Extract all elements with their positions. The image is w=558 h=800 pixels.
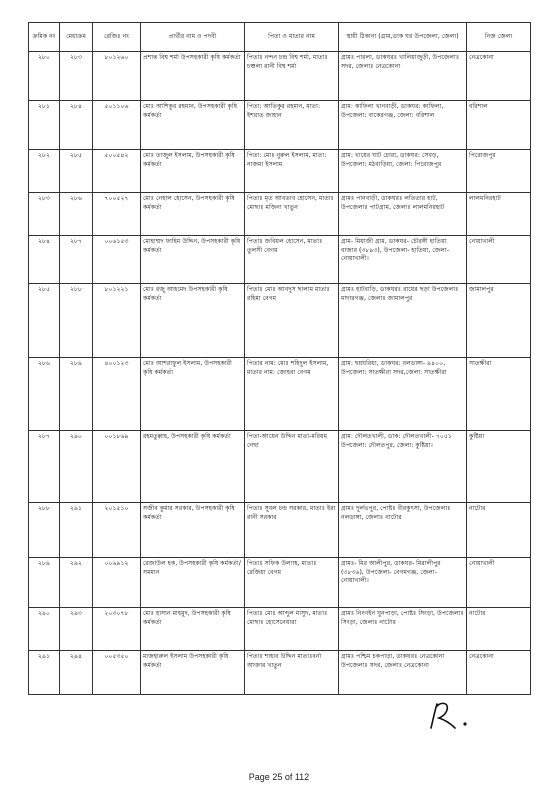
reg-cell: ০০৬৯১২	[93, 558, 141, 608]
reg-cell: ৪০০১২৩	[93, 358, 141, 431]
name-cell: মোহাম্মদ ফাহিম উদ্দিন, উপসহকারী কৃষি কর্মকর্তা	[141, 236, 245, 284]
serial-cell: ২৮২	[29, 150, 60, 193]
parents-cell: পিতাঃ মোঃ আব্দুল মাসুদ, মাতাঃ মোছাঃ হোসেনেয়ারা	[245, 608, 339, 651]
header-serial: ক্রমিক নং	[29, 23, 60, 52]
address-cell: গ্রামঃ দুর্লভপুর, পোষ্টঃ বীরকুৎসা, উপজেলাঃ নলডাঙ্গা, জেলাঃ নাটোর	[339, 503, 467, 558]
page-number: Page 25 of 112	[248, 772, 310, 782]
merit-cell: ২৯৪	[60, 651, 93, 695]
serial-cell: ২৯০	[29, 608, 60, 651]
table-row	[29, 651, 531, 695]
table-row	[29, 358, 531, 431]
merit-cell: ২৮৪	[60, 101, 93, 150]
name-cell: মোঃ আশরাফুল ইসলাম, উপসহকারী কৃষি কর্মকর্তা	[141, 358, 245, 431]
reg-cell: ৫০১১০৬	[93, 101, 141, 150]
parents-cell: পিতাঃ মৃত আবতাব হোসেন, মাতাঃ মোছাঃ মজিনা খাতুন	[245, 193, 339, 236]
serial-cell: ২৮৬	[29, 358, 60, 431]
address-cell: গ্রাম- মিয়াজী গ্রাম, ডাকঘর- চৌরঙ্গী হাতিয়া বাজার (৩৮৯৩), উপজেলা- হাতিয়া, জেলা- নোয়াখালী।	[339, 236, 467, 284]
table-row	[29, 558, 531, 608]
serial-cell: ২৮১	[29, 101, 60, 150]
header-parents: পিতা ও মাতার নাম	[245, 23, 339, 52]
serial-cell: ২৮৪	[29, 236, 60, 284]
parents-cell: পিতা-আয়েন উদ্দিন মাতা-মরিয়ম নেছা	[245, 431, 339, 503]
district-cell: নেত্রকোনা	[467, 651, 531, 695]
table-row	[29, 608, 531, 651]
table-row	[29, 193, 531, 236]
serial-cell: ২৮৯	[29, 558, 60, 608]
name-cell: মোঃ তাজুল ইসলাম, উপসহকারী কৃষি কর্মকর্তা	[141, 150, 245, 193]
district-cell: জামালপুর	[467, 284, 531, 358]
address-cell: গ্রামঃ পশ্চিম চকপাড়া, ডাকঘরঃ নেত্রকোনা উপজেলাঃ সদর, জেলাঃ নেত্রকোনা	[339, 651, 467, 695]
parents-cell: পিতাঃ নন্দন চন্দ্র বিশ্ব শর্মা, মাতাঃ চঞ্চলা রানী বিশ্ব শর্মা	[245, 52, 339, 101]
name-cell: মাজহারুল ইসলাম উপসহকারী কৃষি কর্মকর্তা	[141, 651, 245, 695]
name-cell: রেজাউল হক, উপসহকারী কৃষি কর্মকর্তা/সমমান	[141, 558, 245, 608]
reg-cell: ৭০০৫২৭	[93, 193, 141, 236]
address-cell: গ্রামঃ হাটবাড়ি, ডাকঘরঃ রায়ের ছড়া উপজেলাঃ মাদারগঞ্জ, জেলাঃ জামালপুর	[339, 284, 467, 358]
parents-cell: পিতাঃ মোঃ আবদুস ছালাম মাতাঃ রহিমা বেগম	[245, 284, 339, 358]
parents-cell: পিতাঃ শাহাব উদ্দিন মাতাঃবর্না আক্তার খাতুন	[245, 651, 339, 695]
district-cell: নোয়াখালী	[467, 236, 531, 284]
parents-cell: পিতাঃ সফিক উল্যাহ, মাতাঃ রেজিয়া বেগম	[245, 558, 339, 608]
merit-cell: ২৯০	[60, 431, 93, 503]
name-cell: প্রশান্ত বিশ্ব শর্মা উপসহকারী কৃষি কর্মকর্তা	[141, 52, 245, 101]
header-reg-no: রেজিঃ নং	[93, 23, 141, 52]
name-cell: রহমতুল্লাহ, উপসহকারী কৃষি কর্মকর্তা	[141, 431, 245, 503]
merit-list-table	[28, 22, 531, 695]
serial-cell: ২৮৭	[29, 431, 60, 503]
parents-cell: পিতাঃ জবিয়ল হোসেন, মাতাঃ তুলসী বেগম	[245, 236, 339, 284]
address-cell: গ্রাম: কাফিলা খানবাড়ী, ডাকঘর: কাফিলা, উপজেলা: বাকেরগঞ্জ, জেলা: বরিশাল	[339, 101, 467, 150]
name-cell: মোঃ রজু আহমেদ উপসহকারী কৃষি কর্মকর্তা	[141, 284, 245, 358]
table-row	[29, 236, 531, 284]
serial-cell: ২৯১	[29, 651, 60, 695]
table-row	[29, 431, 531, 503]
parents-cell: পিতাঃ সুবল চন্দ্র সরকার, মাতাঃ ইরা রানী সরকার	[245, 503, 339, 558]
address-cell: গ্রামঃ পানবাড়ী, ডাকঘরঃ লতিতার হাট, উপজেলাঃ পাটগ্রাম, জেলাঃ লালমনিরহাট	[339, 193, 467, 236]
district-cell: পিরোজপুর	[467, 150, 531, 193]
parents-cell: পিতা: মোঃ নুরুল ইসলাম, মাতা: নাজমা ইসলাম	[245, 150, 339, 193]
parents-cell: পিতা: আতিকুর রহমান, মাতা: ইশরাত জাহান	[245, 101, 339, 150]
address-cell: গ্রামঃ পারলা, ডাকঘরঃ খালিয়াজুড়ী, উপজেলাঃ সদর, জেলাঃ নেত্রকোনা	[339, 52, 467, 101]
reg-cell: ৮০১২৬০	[93, 52, 141, 101]
parents-cell: পিতার নাম: মোঃ শহিদুল ইসলাম, মাতার নাম: জোহরা বেগম	[245, 358, 339, 431]
reg-cell: ০০১৮৬৯	[93, 431, 141, 503]
reg-cell: ৮০১২২১	[93, 284, 141, 358]
serial-cell: ২৮৮	[29, 503, 60, 558]
address-cell: গ্রামঃ নিংগইন ঘুনপাড়া, পোষ্টঃ সিংড়া, উপজেলাঃ সিংড়া, জেলাঃ নাটোর	[339, 608, 467, 651]
merit-cell: ২৮৩	[60, 52, 93, 101]
reg-cell: ২০৩০৭৮	[93, 608, 141, 651]
reg-cell: ০০৬১৫৩	[93, 236, 141, 284]
reg-cell: ০০৫৩৫০	[93, 651, 141, 695]
reg-cell: ৫০০৫৪২	[93, 150, 141, 193]
merit-cell: ২৯৩	[60, 608, 93, 651]
signature-mark	[425, 700, 489, 732]
district-cell: নোয়াখালী	[467, 558, 531, 608]
district-cell: নাটোর	[467, 503, 531, 558]
district-cell: নাটোর	[467, 608, 531, 651]
district-cell: সাতক্ষীরা	[467, 358, 531, 431]
district-cell: নেত্রকোনা	[467, 52, 531, 101]
table-row	[29, 503, 531, 558]
merit-cell: ২৯২	[60, 558, 93, 608]
serial-cell: ২৮৫	[29, 284, 60, 358]
header-address: স্থায়ী ঠিকানা (গ্রাম,ডাক ঘর উপজেলা, জেলা)	[339, 23, 467, 52]
header-district: নিজ জেলা	[467, 23, 531, 52]
address-cell: গ্রাম: ছয়ঘরিয়া, ডাকঘর: বলডাঙ্গা- ৯৪০০, উপজেলা: সাতক্ষীরা সদর,জেলা: সাতক্ষীরা	[339, 358, 467, 431]
address-cell: গ্রাম: খায়ের ঘাট চোরা, ডাকঘর: সেবড়, উপজেলা: মঠবাড়িয়া, জেলা: পিরোজপুর	[339, 150, 467, 193]
reg-cell: ২০১৫১০	[93, 503, 141, 558]
name-cell: সজীব কুমার সরকার, উপসহকারী কৃষি কর্মকর্তা	[141, 503, 245, 558]
district-cell: বরিশাল	[467, 101, 531, 150]
header-merit: মেধাক্রম	[60, 23, 93, 52]
district-cell: লালমনিরহাট	[467, 193, 531, 236]
merit-cell: ২৮৯	[60, 358, 93, 431]
table-row	[29, 284, 531, 358]
header-name: প্রার্থীর নাম ও পদবী	[141, 23, 245, 52]
merit-cell: ২৮৬	[60, 193, 93, 236]
name-cell: মোঃ হাসান মাহমুদ, উপসহকারী কৃষি কর্মকর্তা	[141, 608, 245, 651]
table-header-row	[29, 23, 531, 52]
merit-cell: ২৮৮	[60, 284, 93, 358]
serial-cell: ২৮৩	[29, 193, 60, 236]
table-row	[29, 150, 531, 193]
table-row	[29, 52, 531, 101]
table-row	[29, 101, 531, 150]
name-cell: মোঃ নেহাল হোসেন, উপসহকারী কৃষি কর্মকর্তা	[141, 193, 245, 236]
district-cell: কুষ্টিয়া	[467, 431, 531, 503]
merit-cell: ২৮৫	[60, 150, 93, 193]
merit-cell: ২৮৭	[60, 236, 93, 284]
address-cell: গ্রামঃ- মির আলীপুর, ডাকঘর- মিরালীপুর (৩৮৩৬), উপজেলা- বেগমগঞ্জ, জেলা- নোয়াখালী।	[339, 558, 467, 608]
serial-cell: ২৮০	[29, 52, 60, 101]
name-cell: মোঃ আশিকুর রহমান, উপসহকারী কৃষি কর্মকর্তা	[141, 101, 245, 150]
merit-cell: ২৯১	[60, 503, 93, 558]
address-cell: গ্রাম: দৌলতখালী, ডাক: দৌলতখালী- ৭০৫১ উপজেলা: দৌলতপুর, জেলা: কুষ্টিয়া।	[339, 431, 467, 503]
